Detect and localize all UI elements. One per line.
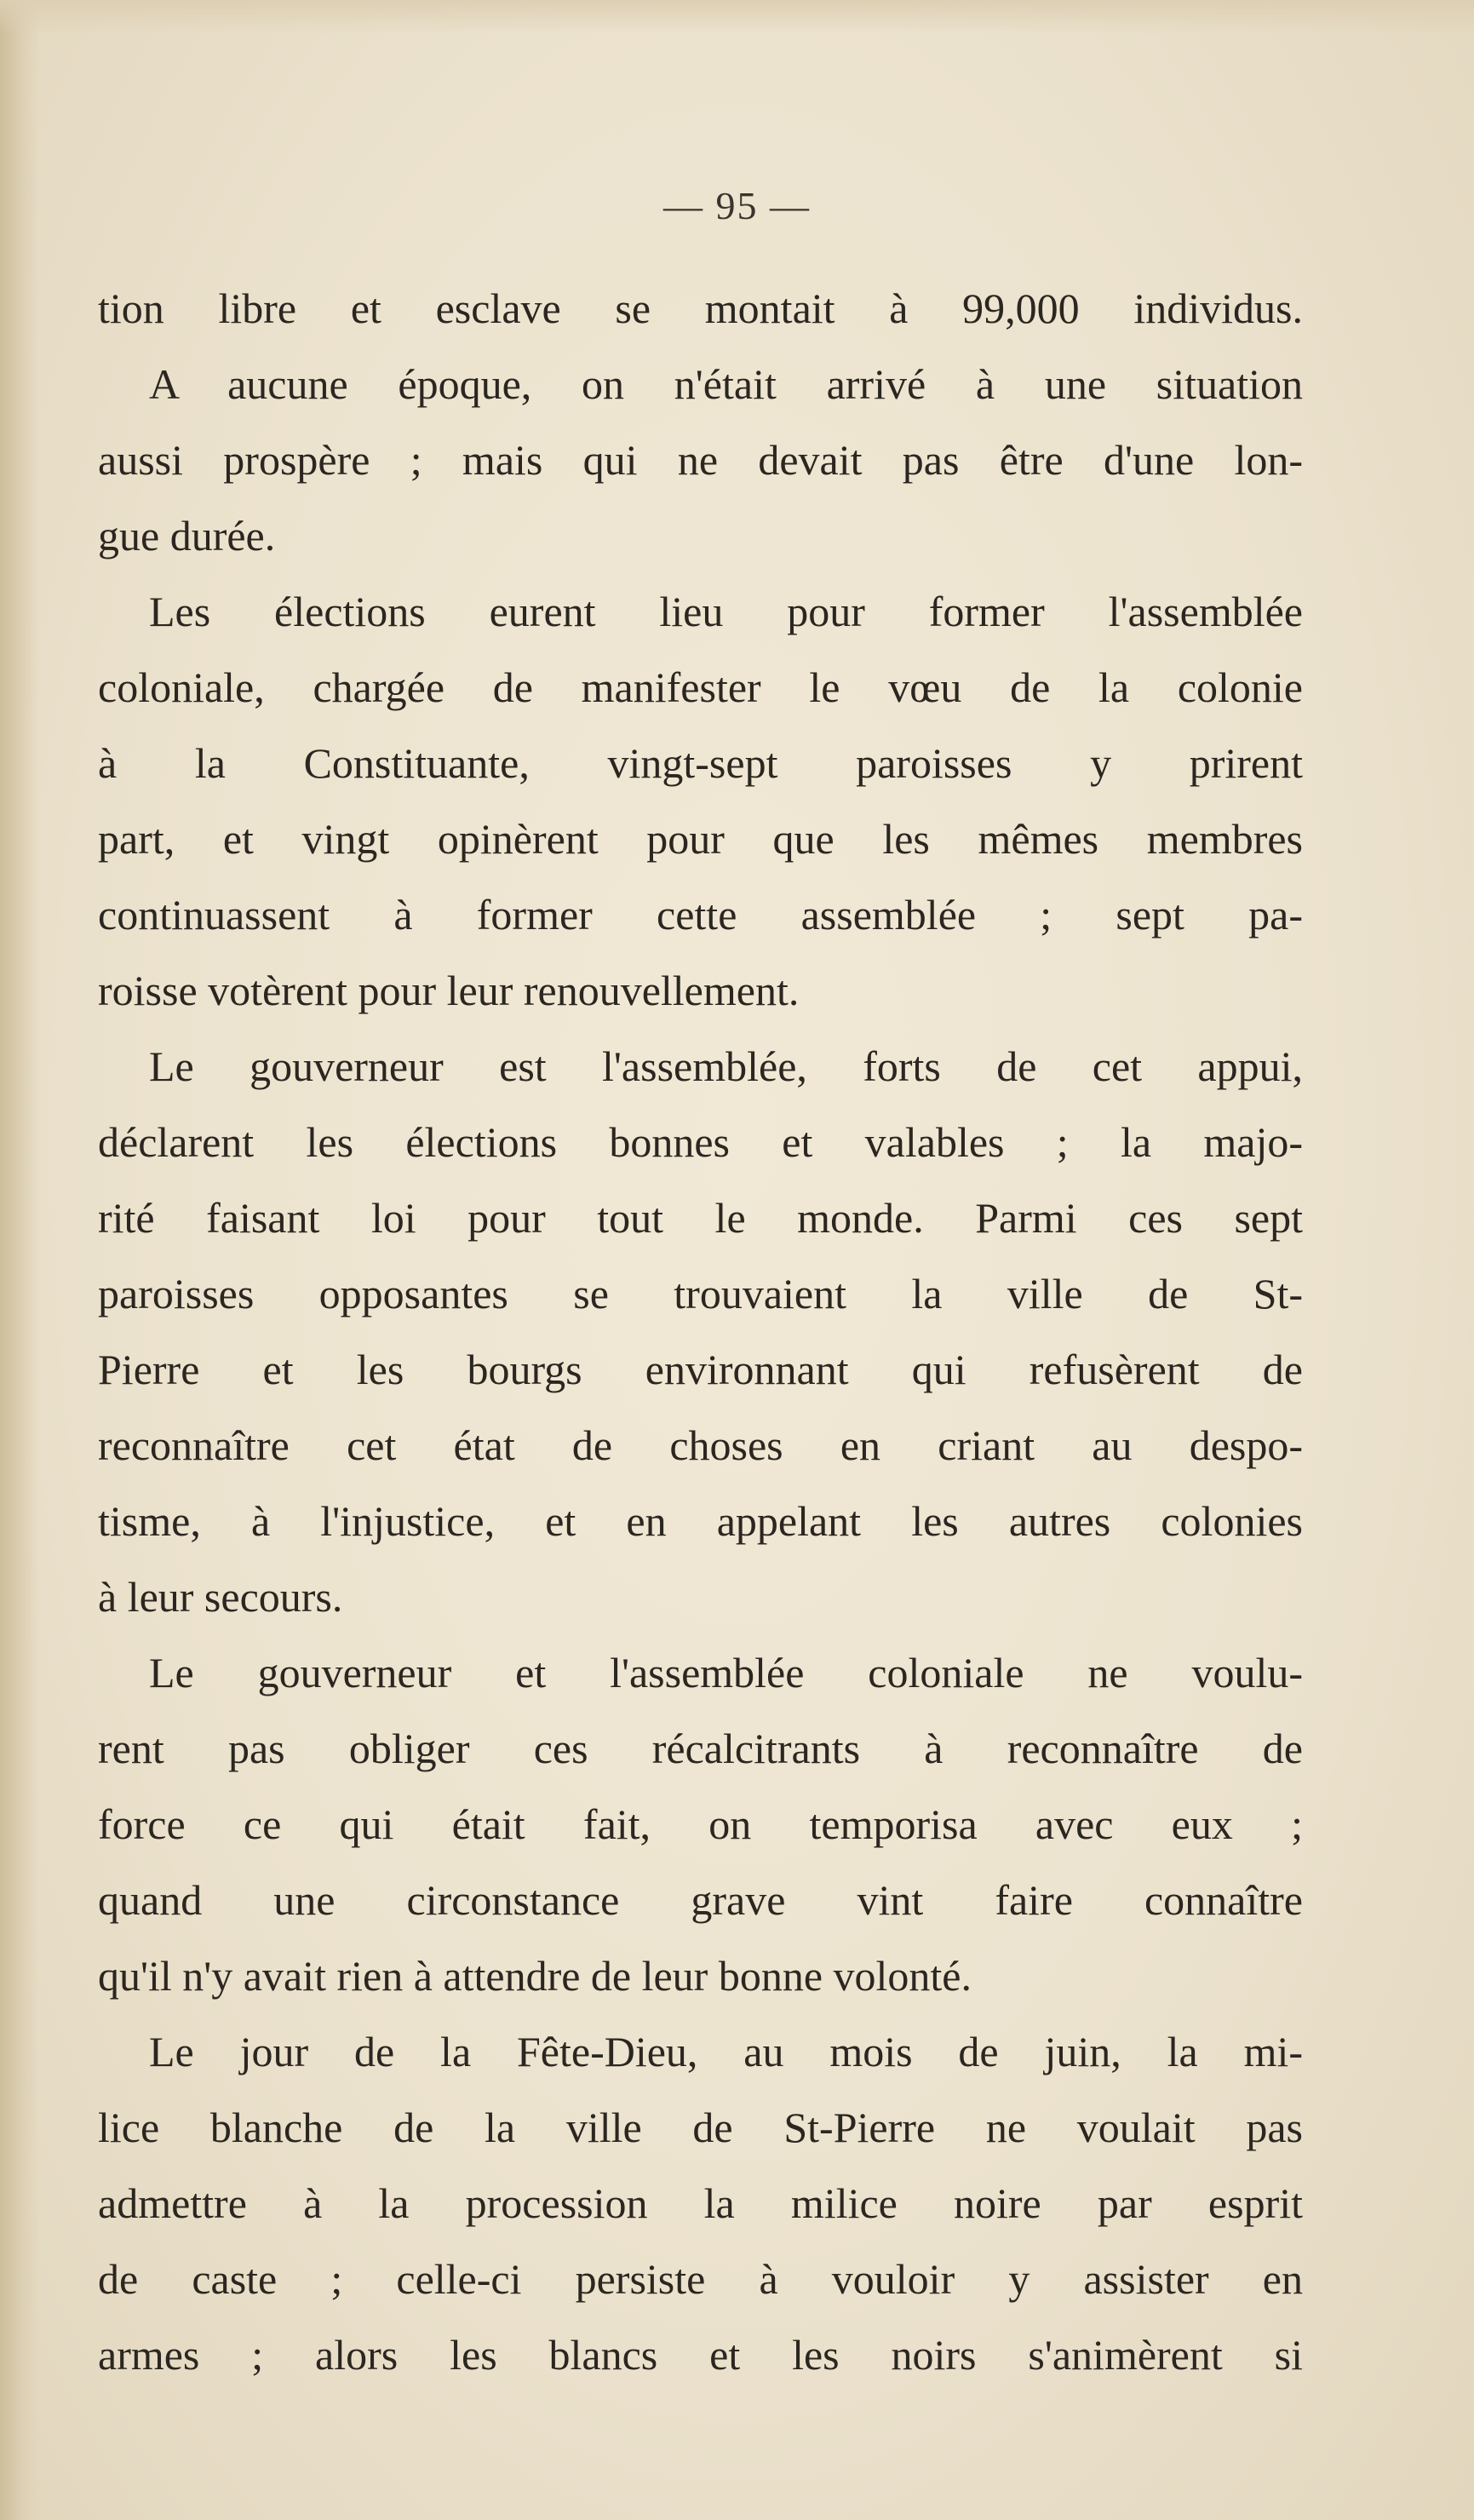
page-top-shadow <box>0 0 1474 34</box>
text-line: paroisses opposantes se trouvaient la ville de St- <box>98 1270 1303 1317</box>
page-number: — 95 — <box>663 184 811 227</box>
text-line: lice blanche de la ville de St-Pierre ne voulait pas <box>98 2104 1303 2151</box>
text-line: A aucune époque, on n'était arrivé à une situation <box>149 360 1303 408</box>
text-line: admettre à la procession la milice noire par esprit <box>98 2179 1303 2227</box>
text-line: reconnaître cet état de choses en criant au despo- <box>98 1421 1303 1469</box>
text-line: force ce qui était fait, on temporisa avec eux ; <box>98 1800 1303 1848</box>
text-line: Les élections eurent lieu pour former l'assemblée <box>149 588 1303 635</box>
text-line: armes ; alors les blancs et les noirs s'animèrent si <box>98 2331 1303 2379</box>
page-edge-shadow <box>0 0 39 2520</box>
text-line: qu'il n'y avait rien à attendre de leur bonne volonté. <box>98 1952 972 2000</box>
text-line: tion libre et esclave se montait à 99,000 individus. <box>98 284 1303 332</box>
body-text <box>98 271 1303 2393</box>
text-line: tisme, à l'injustice, et en appelant les autres colonies <box>98 1497 1303 1545</box>
text-line: de caste ; celle-ci persiste à vouloir y assister en <box>98 2255 1303 2303</box>
text-line: aussi prospère ; mais qui ne devait pas être d'une lon- <box>98 436 1303 484</box>
text-line: Le jour de la Fête-Dieu, au mois de juin, la mi- <box>149 2028 1303 2075</box>
text-line: rité faisant loi pour tout le monde. Parmi ces sept <box>98 1194 1303 1242</box>
text-line: part, et vingt opinèrent pour que les mêmes membres <box>98 815 1303 863</box>
text-line: Pierre et les bourgs environnant qui refusèrent de <box>98 1346 1303 1393</box>
text-line: gue durée. <box>98 512 276 560</box>
text-line: Le gouverneur est l'assemblée, forts de cet appui, <box>149 1042 1303 1090</box>
text-line: continuassent à former cette assemblée ; sept pa- <box>98 891 1303 939</box>
text-line: à la Constituante, vingt-sept paroisses y prirent <box>98 739 1303 787</box>
text-line: roisse votèrent pour leur renouvellement. <box>98 967 800 1014</box>
text-line: rent pas obliger ces récalcitrants à reconnaître de <box>98 1725 1303 1772</box>
text-line: coloniale, chargée de manifester le vœu de la colonie <box>98 663 1303 711</box>
text-line: à leur secours. <box>98 1573 343 1621</box>
text-line: quand une circonstance grave vint faire connaître <box>98 1876 1303 1924</box>
text-line: Le gouverneur et l'assemblée coloniale ne voulu- <box>149 1649 1303 1696</box>
text-line: déclarent les élections bonnes et valables ; la majo- <box>98 1118 1303 1166</box>
